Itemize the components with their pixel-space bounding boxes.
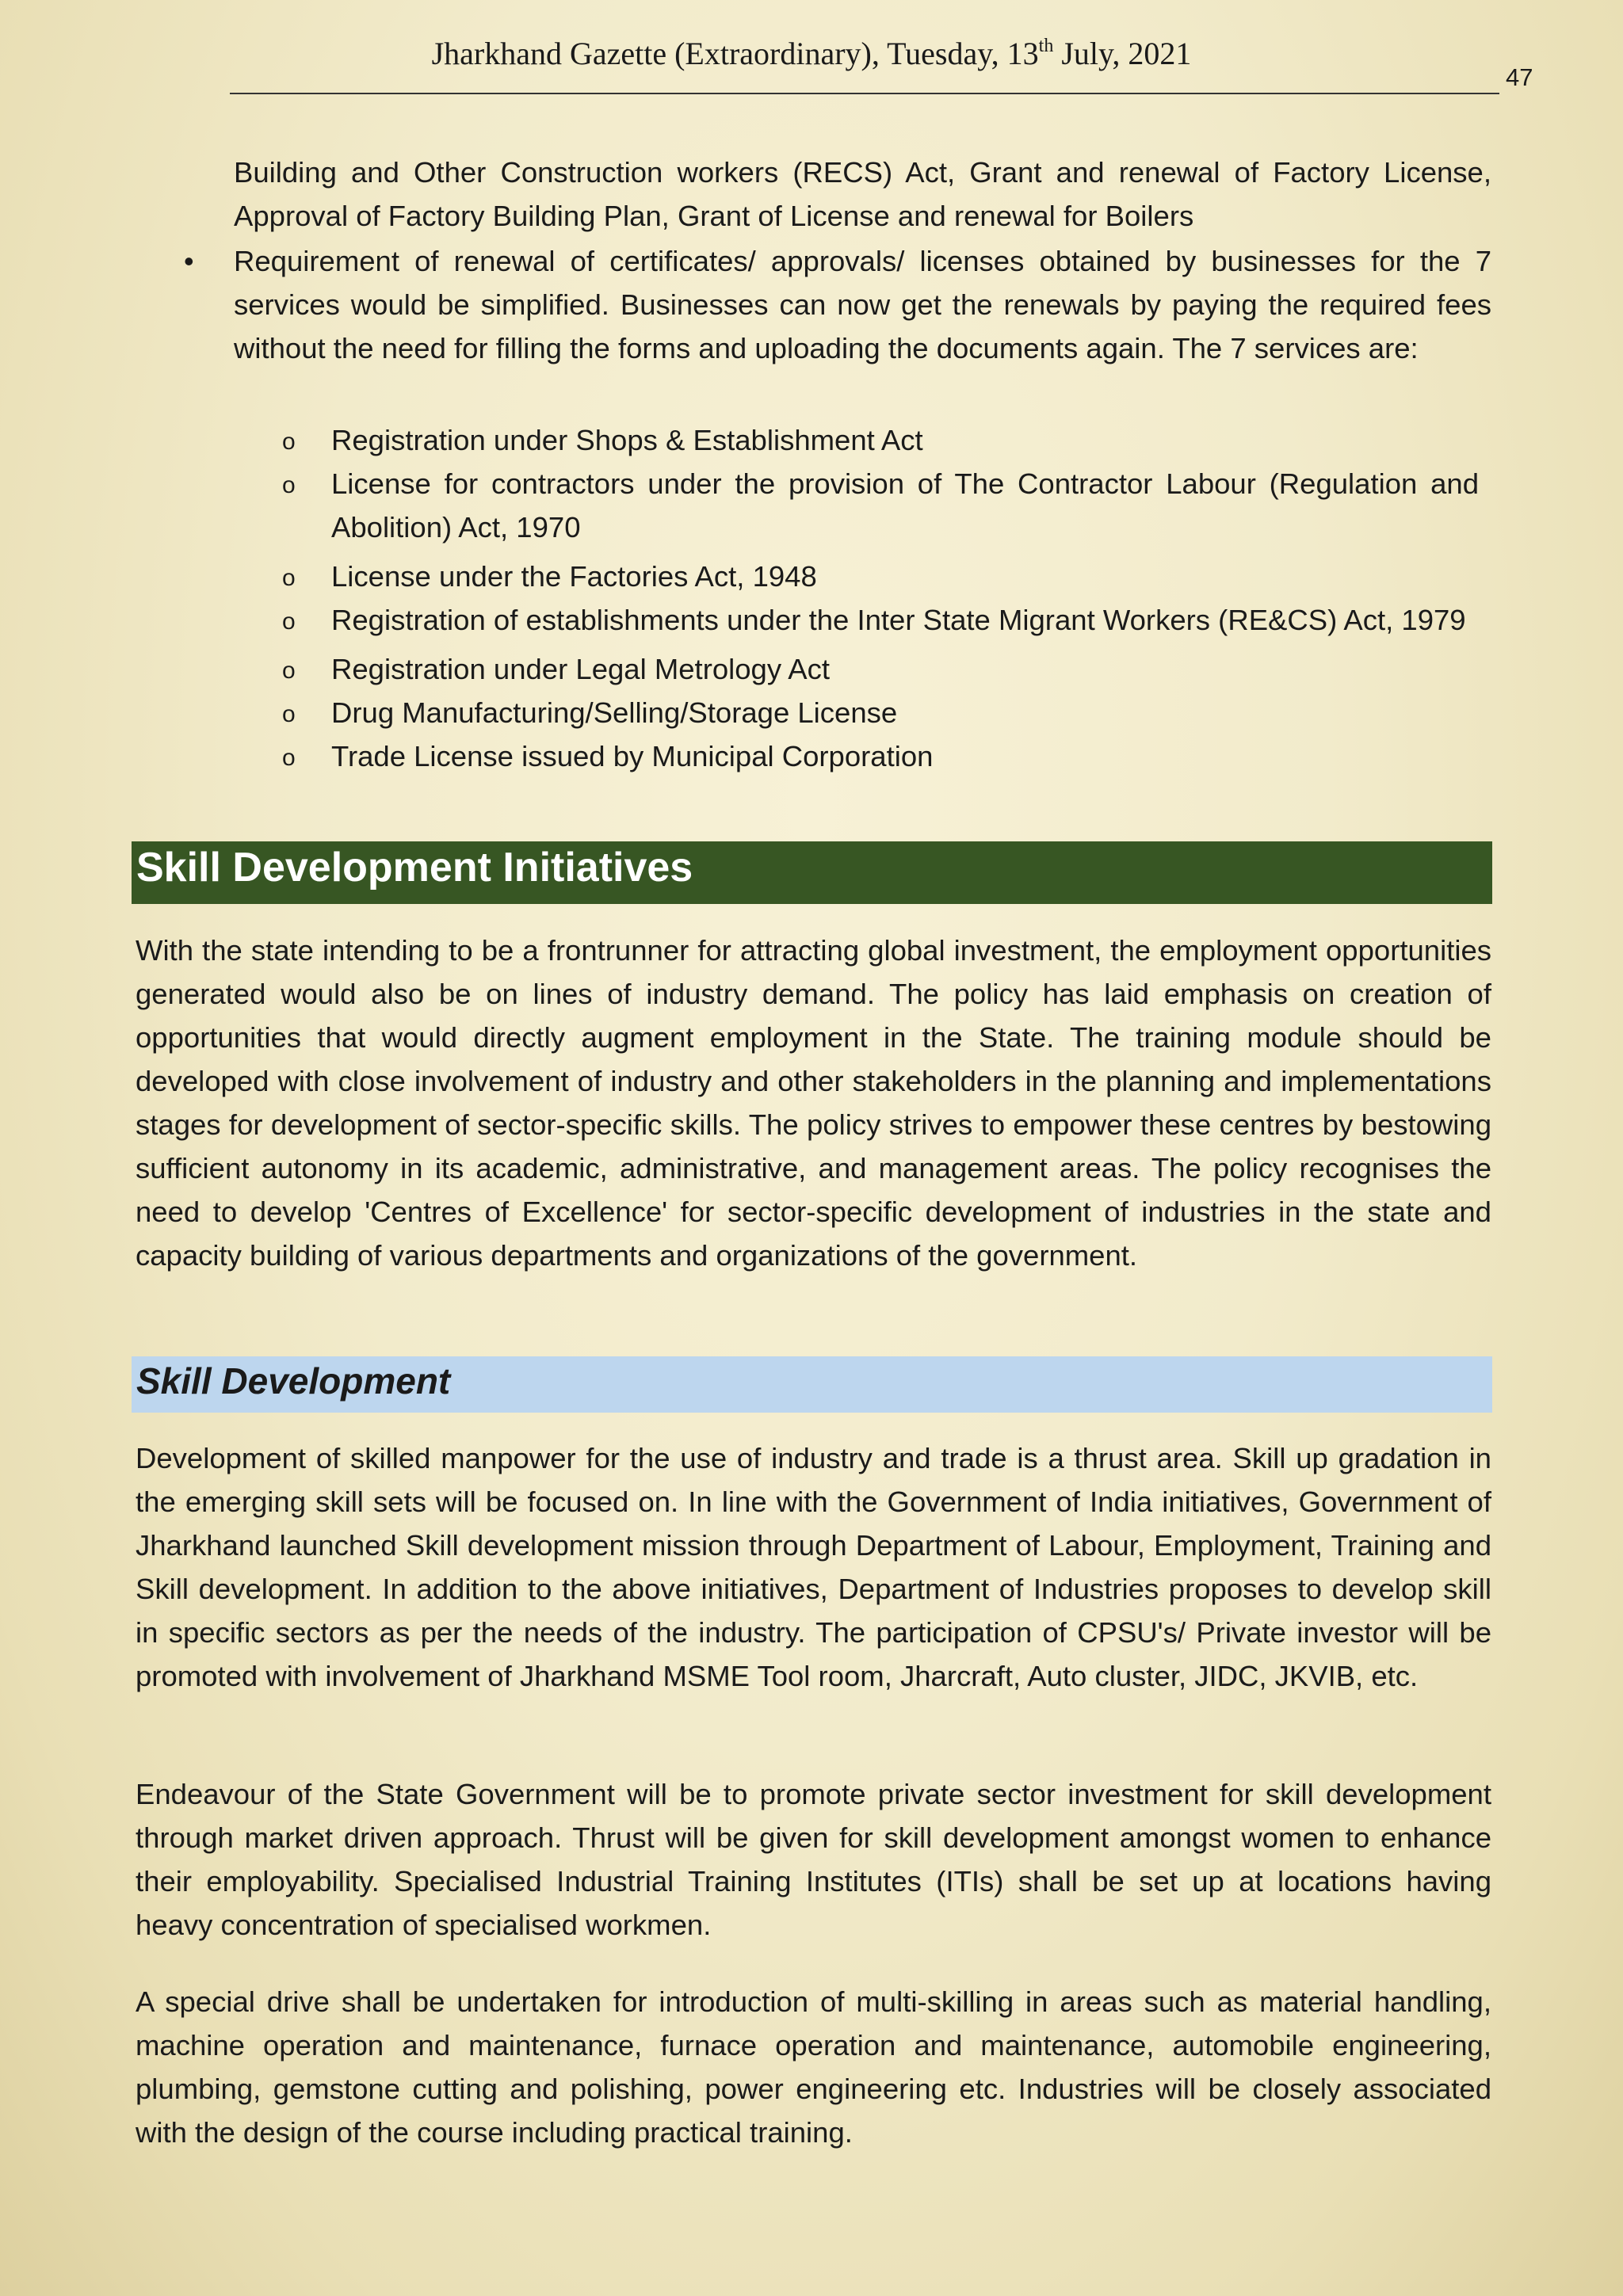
service-text: Registration under Legal Metrology Act: [331, 653, 830, 685]
circle-bullet-icon: o: [282, 608, 296, 635]
service-item: [282, 462, 1479, 549]
service-item: [282, 691, 1479, 734]
section-paragraph: With the state intending to be a frontrunner for attracting global investment, the employment opportunities generated would also be on lines of industry demand. The policy has laid emphasis on creation of opportunities that would directly augment employment in the State. The training module should be developed with close involvement of industry and other stakeholders in the planning and implementations stages for development of sector-specific skills. The policy strives to empower these centres by bestowing sufficient autonomy in its academic, administrative, and management areas. The policy recognises the need to develop 'Centres of Excellence' for sector-specific development of industries in the state and capacity building of various departments and organizations of the government.: [136, 934, 1491, 1272]
service-item: [282, 598, 1479, 642]
section-heading: Skill Development Initiatives: [136, 845, 693, 891]
service-text: License under the Factories Act, 1948: [331, 560, 817, 593]
intro-continuation-text: Building and Other Construction workers (RECS) Act, Grant and renewal of Factory License, Approval of Factory Building Plan, Grant of License and renewal for Boilers: [234, 156, 1491, 232]
service-text: Drug Manufacturing/Selling/Storage License: [331, 696, 898, 729]
subsection-paragraph-1: Development of skilled manpower for the use of industry and trade is a thrust area. Skill up gradation in the emerging skill sets will be focused on. In line with the Government of India initiatives, Government of Jharkhand launched Skill development mission through Department of Labour, Employment, Training and Skill development. In addition to the above initiatives, Department of Industries proposes to develop skill in specific sectors as per the needs of the industry. The participation of CPSU's/ Private investor will be promoted with involvement of Jharkhand MSME Tool room, Jharcraft, Auto cluster, JIDC, JKVIB, etc.: [136, 1442, 1491, 1692]
service-text: Registration of establishments under the Inter State Migrant Workers (RE&CS) Act, 1979: [331, 604, 1466, 636]
service-text: Registration under Shops & Establishment Act: [331, 424, 923, 456]
subsection-heading: Skill Development: [136, 1360, 451, 1402]
circle-bullet-icon: o: [282, 701, 296, 727]
service-item: [282, 647, 1479, 691]
subsection-paragraph-3: A special drive shall be undertaken for introduction of multi-skilling in areas such as material handling, machine operation and maintenance, furnace operation and maintenance, automobile engineering, plumbing, gemstone cutting and polishing, power engineering etc. Industries will be closely associated with the design of the course including practical training.: [136, 1985, 1491, 2149]
circle-bullet-icon: o: [282, 565, 296, 591]
service-text: Trade License issued by Municipal Corporation: [331, 740, 934, 772]
circle-bullet-icon: o: [282, 472, 296, 498]
gazette-header: [0, 35, 1623, 72]
service-item: [282, 555, 1479, 598]
subsection-paragraph-2: Endeavour of the State Government will be to promote private sector investment for skill development through market driven approach. Thrust will be given for skill development amongst women to enhance their employability. Specialised Industrial Training Institutes (ITIs) shall be set up at locations having heavy concentration of specialised workmen.: [136, 1778, 1491, 1941]
circle-bullet-icon: o: [282, 745, 296, 771]
bullet-text: Requirement of renewal of certificates/ approvals/ licenses obtained by businesses for the 7 services would be simplified. Businesses can now get the renewals by paying the required fees without the need for filling the forms and uploading the documents again. The 7 services are:: [234, 245, 1491, 364]
service-item: [282, 418, 1479, 462]
gazette-header-suffix: July, 2021: [1053, 36, 1192, 71]
gazette-header-sup: th: [1038, 36, 1054, 56]
service-item: [282, 734, 1479, 778]
bullet-item: [184, 239, 1491, 370]
circle-bullet-icon: o: [282, 429, 296, 455]
header-rule: [230, 93, 1499, 94]
bullet-dot-icon: •: [184, 245, 194, 277]
gazette-header-prefix: Jharkhand Gazette (Extraordinary), Tuesday, 13: [431, 36, 1039, 71]
service-text: License for contractors under the provision of The Contractor Labour (Regulation and Abolition) Act, 1970: [331, 467, 1479, 543]
circle-bullet-icon: o: [282, 658, 296, 684]
page-number: 47: [1506, 63, 1533, 91]
services-list: [282, 418, 1479, 778]
